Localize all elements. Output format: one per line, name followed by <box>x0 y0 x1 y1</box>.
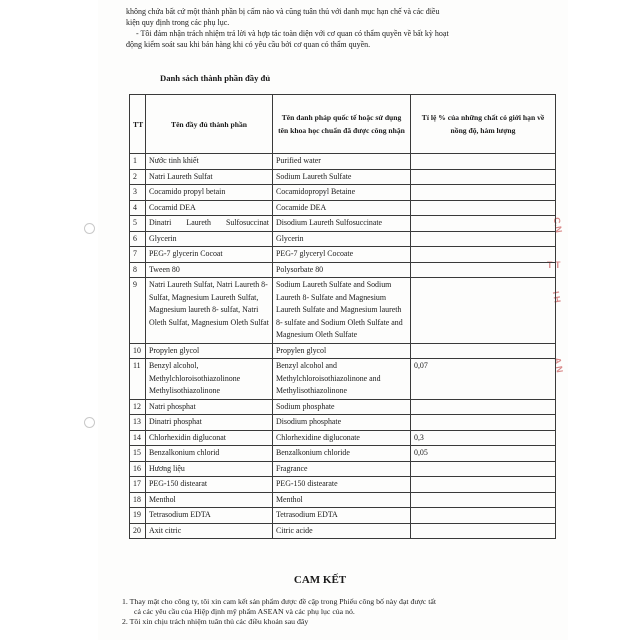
cell-tt: 2 <box>130 169 146 185</box>
cell-intl-name: Disodium phosphate <box>273 415 411 431</box>
cell-tt: 20 <box>130 523 146 539</box>
table-row <box>130 185 556 201</box>
stamp-mark: C.N <box>551 216 565 234</box>
cell-name: Cocamid DEA <box>146 200 273 216</box>
cell-intl-name: Cocamide DEA <box>273 200 411 216</box>
cell-tt: 13 <box>130 415 146 431</box>
stamp-mark: I H <box>550 290 563 304</box>
cell-percent <box>411 343 556 359</box>
table-row <box>130 200 556 216</box>
cell-percent <box>411 399 556 415</box>
table-row <box>130 415 556 431</box>
cell-intl-name: PEG-150 distearate <box>273 477 411 493</box>
header-intl-name: Tên danh pháp quốc tế hoặc sử dụng tên khoa học chuẩn đã được công nhận <box>273 95 411 154</box>
table-row <box>130 461 556 477</box>
table-row <box>130 216 556 232</box>
cell-tt: 6 <box>130 231 146 247</box>
cell-tt: 3 <box>130 185 146 201</box>
table-row <box>130 247 556 263</box>
header-tt: TT <box>130 95 146 154</box>
table-row <box>130 154 556 170</box>
cell-name: Menthol <box>146 492 273 508</box>
commitment-line: 2. Tôi xin chịu trách nhiệm tuân thủ các điều khoản sau đây <box>122 617 309 626</box>
cell-percent <box>411 200 556 216</box>
cell-tt: 17 <box>130 477 146 493</box>
cell-percent <box>411 415 556 431</box>
cell-tt: 18 <box>130 492 146 508</box>
cell-tt: 12 <box>130 399 146 415</box>
cell-name: Tween 80 <box>146 262 273 278</box>
cell-intl-name: Purified water <box>273 154 411 170</box>
punch-hole <box>84 417 95 428</box>
cell-name: Nước tinh khiết <box>146 154 273 170</box>
header-name: Tên đầy đủ thành phần <box>146 95 273 154</box>
commitment-line: cả các yêu cầu của Hiệp định mỹ phẩm ASEAN và các phụ lục của nó. <box>134 607 355 616</box>
cell-percent <box>411 492 556 508</box>
table-row <box>130 523 556 539</box>
cell-percent <box>411 247 556 263</box>
cell-percent <box>411 231 556 247</box>
cell-percent <box>411 154 556 170</box>
cell-name: Cocamido propyl betain <box>146 185 273 201</box>
table-row <box>130 508 556 524</box>
intro-text <box>126 6 550 50</box>
table-row <box>130 399 556 415</box>
cell-name: Tetrasodium EDTA <box>146 508 273 524</box>
table-row <box>130 262 556 278</box>
cell-intl-name: Fragrance <box>273 461 411 477</box>
cell-tt: 16 <box>130 461 146 477</box>
cell-name: Axit citric <box>146 523 273 539</box>
cell-intl-name: Menthol <box>273 492 411 508</box>
cell-name: Natri Laureth Sulfat <box>146 169 273 185</box>
cell-intl-name: Chlorhexidine digluconate <box>273 430 411 446</box>
cell-intl-name: Sodium Laureth Sulfate <box>273 169 411 185</box>
stamp-mark: A N <box>552 356 565 374</box>
commitment-text <box>122 597 552 627</box>
cell-tt: 1 <box>130 154 146 170</box>
cell-percent: 0,05 <box>411 446 556 462</box>
cell-tt: 10 <box>130 343 146 359</box>
cell-intl-name: Benzalkonium chloride <box>273 446 411 462</box>
cell-percent <box>411 508 556 524</box>
table-row <box>130 278 556 344</box>
cell-name: Chlorhexidin digluconat <box>146 430 273 446</box>
cell-name: Dinatri phosphat <box>146 415 273 431</box>
cell-tt: 7 <box>130 247 146 263</box>
cell-name: Propylen glycol <box>146 343 273 359</box>
cell-name: Benzyl alcohol, Methylchloroisothiazolinone Methylisothiazolinone <box>146 359 273 400</box>
cell-tt: 14 <box>130 430 146 446</box>
cell-intl-name: Sodium Laureth Sulfate and Sodium Laureth 8- Sulfate and Magnesium Laureth Sulfate and Magnesium laureth 8- sulfate and Sodium Oleth Sulfate and Magnesium Oleth Sulfate <box>273 278 411 344</box>
header-percent: Tỉ lệ % của những chất có giới hạn về nồng độ, hàm lượng <box>411 95 556 154</box>
intro-line: không chứa bất cứ một thành phần bị cấm nào và cũng tuân thủ với danh mục hạn chế và các điều <box>126 7 440 16</box>
cell-tt: 5 <box>130 216 146 232</box>
cell-percent <box>411 262 556 278</box>
cell-name: Dinatri Laureth Sulfosuccinat <box>146 216 273 232</box>
table-row <box>130 430 556 446</box>
cell-tt: 4 <box>130 200 146 216</box>
cell-name: PEG-7 glycerin Cocoat <box>146 247 273 263</box>
cell-percent <box>411 169 556 185</box>
stamp-mark: T T <box>547 260 561 270</box>
cell-percent <box>411 523 556 539</box>
cell-tt: 11 <box>130 359 146 400</box>
cell-percent: 0,3 <box>411 430 556 446</box>
table-row <box>130 169 556 185</box>
table-row <box>130 359 556 400</box>
ingredient-list-title: Danh sách thành phần đầy đủ <box>160 73 271 83</box>
cell-name: Natri phosphat <box>146 399 273 415</box>
cell-tt: 15 <box>130 446 146 462</box>
table-row <box>130 231 556 247</box>
table-row <box>130 492 556 508</box>
cell-intl-name: Propylen glycol <box>273 343 411 359</box>
cell-tt: 8 <box>130 262 146 278</box>
punch-hole <box>84 223 95 234</box>
cell-tt: 9 <box>130 278 146 344</box>
cell-intl-name: Cocamidopropyl Betaine <box>273 185 411 201</box>
cell-intl-name: Sodium phosphate <box>273 399 411 415</box>
cell-tt: 19 <box>130 508 146 524</box>
cell-intl-name: PEG-7 glyceryl Cocoate <box>273 247 411 263</box>
cell-percent <box>411 185 556 201</box>
cell-intl-name: Citric acide <box>273 523 411 539</box>
table-header-row <box>130 95 556 154</box>
cell-name: Natri Laureth Sulfat, Natri Laureth 8- Sulfat, Magnesium Laureth Sulfat, Magnesium laureth 8- sulfat, Natri Oleth Sulfat, Magnesium Oleth Sulfat <box>146 278 273 344</box>
cell-intl-name: Disodium Laureth Sulfosuccinate <box>273 216 411 232</box>
commitment-line: 1. Thay mặt cho công ty, tôi xin cam kết sản phẩm được đề cập trong Phiếu công bố này đạt được tất <box>122 597 436 606</box>
cell-percent <box>411 477 556 493</box>
table-row <box>130 343 556 359</box>
ingredient-table <box>129 94 556 539</box>
table-row <box>130 446 556 462</box>
cell-name: PEG-150 distearat <box>146 477 273 493</box>
cell-intl-name: Benzyl alcohol and Methylchloroisothiazolinone and Methylisothiazolinone <box>273 359 411 400</box>
cell-percent: 0,07 <box>411 359 556 400</box>
intro-line: động kiểm soát sau khi bán hàng khi có yêu cầu bởi cơ quan có thẩm quyền. <box>126 40 371 49</box>
intro-line: - Tôi đảm nhận trách nhiệm trả lời và hợp tác toàn diện với cơ quan có thẩm quyền về bất kỳ hoạt <box>136 29 449 38</box>
cell-name: Hương liệu <box>146 461 273 477</box>
commitment-title: CAM KẾT <box>293 574 347 586</box>
cell-intl-name: Polysorbate 80 <box>273 262 411 278</box>
intro-line: kiện quy định trong các phụ lục. <box>126 18 230 27</box>
cell-percent <box>411 461 556 477</box>
cell-intl-name: Glycerin <box>273 231 411 247</box>
table-row <box>130 477 556 493</box>
cell-name: Glycerin <box>146 231 273 247</box>
cell-intl-name: Tetrasodium EDTA <box>273 508 411 524</box>
cell-name: Benzalkonium chlorid <box>146 446 273 462</box>
cell-percent <box>411 216 556 232</box>
cell-percent <box>411 278 556 344</box>
